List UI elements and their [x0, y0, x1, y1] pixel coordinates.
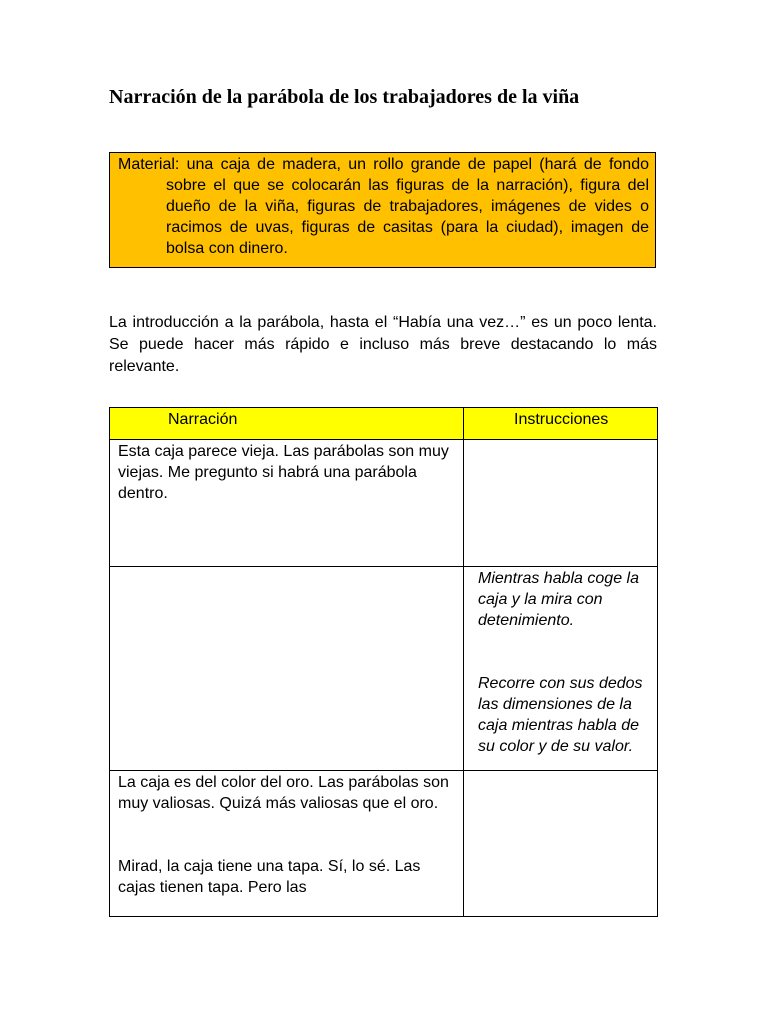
narracion-cell [110, 440, 464, 567]
narracion-text: La caja es del color del oro. Las parábolas son muy valiosas. Quizá más valiosas que el oro. [118, 774, 449, 812]
table-row [110, 567, 658, 771]
document-title: Narración de la parábola de los trabajadores de la viña [109, 86, 580, 108]
narracion-cell [110, 567, 464, 771]
intro-paragraph: La introducción a la parábola, hasta el “Había una vez…” es un poco lenta. Se puede hacer más rápido e incluso más breve destacando lo más relevante. [109, 314, 657, 375]
narracion-text: Mirad, la caja tiene una tapa. Sí, lo sé. Las cajas tienen tapa. Pero las [118, 858, 421, 896]
header-narracion: Narración [110, 408, 464, 440]
instrucciones-cell [464, 440, 658, 567]
header-instrucciones: Instrucciones [464, 408, 658, 440]
instrucciones-text: Mientras habla coge la caja y la mira con detenimiento. [478, 570, 639, 629]
instrucciones-cell [464, 567, 658, 771]
narracion-text: Esta caja parece vieja. Las parábolas son muy viejas. Me pregunto si habrá una parábola dentro. [118, 443, 449, 502]
table-row [110, 440, 658, 567]
table-header-row [110, 408, 658, 440]
table-row [110, 771, 658, 917]
narracion-cell [110, 771, 464, 917]
instrucciones-cell [464, 771, 658, 917]
material-text: Material: una caja de madera, un rollo grande de papel (hará de fondo sobre el que se colocarán las figuras de la narración), figura del dueño de la viña, figuras de trabajadores, imágenes de vides o racimos de uvas, figuras de casitas (para la ciudad), imagen de bolsa con dinero. [118, 156, 649, 257]
narration-table [109, 407, 658, 917]
material-box [109, 152, 656, 268]
instrucciones-text: Recorre con sus dedos las dimensiones de la caja mientras habla de su color y de su valor. [478, 675, 643, 755]
